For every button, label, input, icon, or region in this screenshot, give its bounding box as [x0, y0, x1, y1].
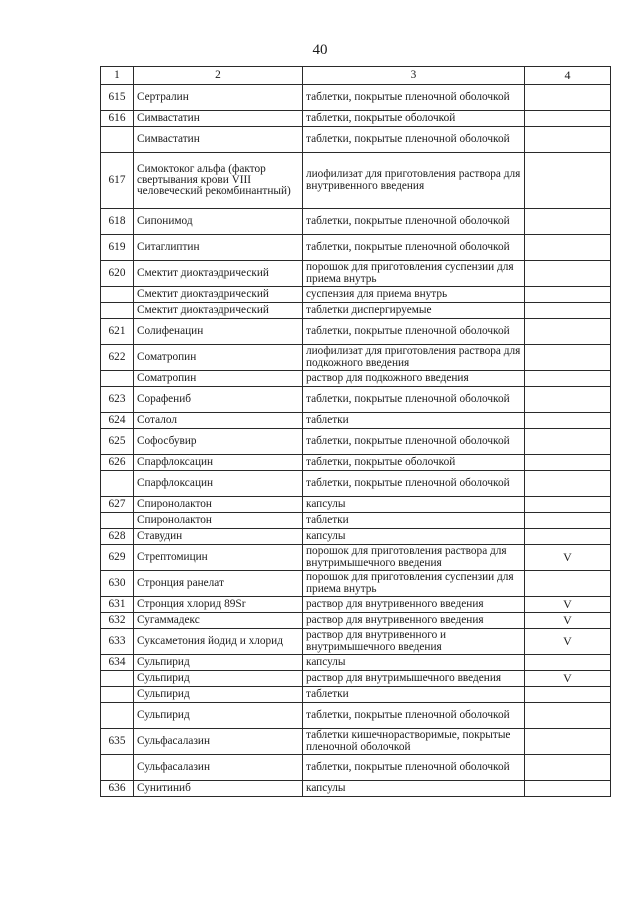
mark-cell — [525, 687, 611, 703]
dosage-form: капсулы — [303, 529, 525, 545]
dosage-form: таблетки, покрытые пленочной оболочкой — [303, 429, 525, 455]
row-number — [101, 687, 134, 703]
row-number — [101, 303, 134, 319]
dosage-form: таблетки кишечнорастворимые, покрытые пленочной оболочкой — [303, 729, 525, 755]
dosage-form: таблетки, покрытые пленочной оболочкой — [303, 209, 525, 235]
dosage-form: раствор для внутривенного и внутримышечного введения — [303, 629, 525, 655]
mark-cell — [525, 209, 611, 235]
row-number: 623 — [101, 387, 134, 413]
table-row — [101, 429, 611, 455]
mark-cell: V — [525, 545, 611, 571]
mark-cell — [525, 571, 611, 597]
table-row — [101, 127, 611, 153]
mark-cell — [525, 529, 611, 545]
row-number: 629 — [101, 545, 134, 571]
table-row — [101, 613, 611, 629]
row-number: 615 — [101, 85, 134, 111]
drug-name: Соматропин — [134, 345, 303, 371]
dosage-form: капсулы — [303, 497, 525, 513]
drug-name: Солифенацин — [134, 319, 303, 345]
mark-cell: V — [525, 629, 611, 655]
dosage-form: суспензия для приема внутрь — [303, 287, 525, 303]
mark-cell — [525, 111, 611, 127]
dosage-form: раствор для внутривенного введения — [303, 613, 525, 629]
table-row — [101, 235, 611, 261]
drug-name: Соматропин — [134, 371, 303, 387]
drug-name: Смектит диоктаэдрический — [134, 303, 303, 319]
row-number: 635 — [101, 729, 134, 755]
dosage-form: таблетки — [303, 413, 525, 429]
drug-name: Симвастатин — [134, 111, 303, 127]
mark-cell — [525, 781, 611, 797]
table-row — [101, 303, 611, 319]
table-row — [101, 781, 611, 797]
row-number — [101, 471, 134, 497]
drug-name: Симоктоког альфа (фактор свертывания крови VIII человеческий рекомбинантный) — [134, 153, 303, 209]
mark-cell — [525, 371, 611, 387]
row-number: 631 — [101, 597, 134, 613]
dosage-form: таблетки, покрытые пленочной оболочкой — [303, 755, 525, 781]
row-number: 628 — [101, 529, 134, 545]
table-row — [101, 687, 611, 703]
drug-name: Сипонимод — [134, 209, 303, 235]
drug-name: Сульпирид — [134, 671, 303, 687]
row-number: 625 — [101, 429, 134, 455]
table-row — [101, 413, 611, 429]
drug-name: Спиронолактон — [134, 497, 303, 513]
mark-cell — [525, 261, 611, 287]
mark-cell — [525, 85, 611, 111]
header-col-1: 1 — [101, 67, 134, 85]
drug-name: Сульпирид — [134, 655, 303, 671]
drug-name: Смектит диоктаэдрический — [134, 261, 303, 287]
drug-name: Соталол — [134, 413, 303, 429]
dosage-form: таблетки диспергируемые — [303, 303, 525, 319]
row-number: 636 — [101, 781, 134, 797]
mark-cell — [525, 471, 611, 497]
dosage-form: капсулы — [303, 781, 525, 797]
dosage-form: таблетки, покрытые пленочной оболочкой — [303, 127, 525, 153]
table-row — [101, 387, 611, 413]
mark-cell — [525, 755, 611, 781]
table-row — [101, 597, 611, 613]
drug-name: Ситаглиптин — [134, 235, 303, 261]
table-row — [101, 703, 611, 729]
mark-cell — [525, 703, 611, 729]
table-row — [101, 209, 611, 235]
dosage-form: таблетки — [303, 687, 525, 703]
table-row — [101, 513, 611, 529]
drug-name: Стронция ранелат — [134, 571, 303, 597]
drug-name: Сульпирид — [134, 703, 303, 729]
dosage-form: порошок для приготовления суспензии для приема внутрь — [303, 571, 525, 597]
mark-cell — [525, 127, 611, 153]
dosage-form: раствор для внутривенного введения — [303, 597, 525, 613]
mark-cell — [525, 729, 611, 755]
row-number: 626 — [101, 455, 134, 471]
page-number: 40 — [312, 42, 328, 58]
drug-name: Сульфасалазин — [134, 755, 303, 781]
mark-cell — [525, 455, 611, 471]
table-row — [101, 471, 611, 497]
drug-name: Спарфлоксацин — [134, 471, 303, 497]
table-row — [101, 497, 611, 513]
dosage-form: лиофилизат для приготовления раствора для внутривенного введения — [303, 153, 525, 209]
table-row — [101, 371, 611, 387]
drug-name: Сугаммадекс — [134, 613, 303, 629]
table-row — [101, 85, 611, 111]
dosage-form: лиофилизат для приготовления раствора для подкожного введения — [303, 345, 525, 371]
drug-name: Сульфасалазин — [134, 729, 303, 755]
mark-cell: V — [525, 613, 611, 629]
row-number: 621 — [101, 319, 134, 345]
dosage-form: порошок для приготовления раствора для внутримышечного введения — [303, 545, 525, 571]
row-number: 632 — [101, 613, 134, 629]
mark-cell: V — [525, 597, 611, 613]
mark-cell — [525, 303, 611, 319]
row-number — [101, 127, 134, 153]
table-row — [101, 153, 611, 209]
dosage-form: таблетки, покрытые пленочной оболочкой — [303, 387, 525, 413]
drug-name: Смектит диоктаэдрический — [134, 287, 303, 303]
drug-name: Сертралин — [134, 85, 303, 111]
mark-cell — [525, 319, 611, 345]
dosage-form: таблетки, покрытые пленочной оболочкой — [303, 235, 525, 261]
mark-cell — [525, 413, 611, 429]
drug-name: Сунитиниб — [134, 781, 303, 797]
row-number: 634 — [101, 655, 134, 671]
table-row — [101, 655, 611, 671]
table-row — [101, 671, 611, 687]
drug-name: Софосбувир — [134, 429, 303, 455]
mark-cell — [525, 429, 611, 455]
dosage-form: таблетки, покрытые пленочной оболочкой — [303, 85, 525, 111]
table-row — [101, 455, 611, 471]
table-row — [101, 529, 611, 545]
mark-cell — [525, 235, 611, 261]
dosage-form: капсулы — [303, 655, 525, 671]
drug-name: Спарфлоксацин — [134, 455, 303, 471]
drug-name: Сорафениб — [134, 387, 303, 413]
mark-cell — [525, 153, 611, 209]
row-number — [101, 371, 134, 387]
table-body — [101, 67, 611, 797]
table-row — [101, 261, 611, 287]
drug-name: Симвастатин — [134, 127, 303, 153]
dosage-form: раствор для внутримышечного введения — [303, 671, 525, 687]
dosage-form: таблетки, покрытые оболочкой — [303, 455, 525, 471]
row-number: 624 — [101, 413, 134, 429]
table-row — [101, 319, 611, 345]
row-number — [101, 287, 134, 303]
row-number: 627 — [101, 497, 134, 513]
row-number: 633 — [101, 629, 134, 655]
row-number: 619 — [101, 235, 134, 261]
table-row — [101, 629, 611, 655]
row-number: 630 — [101, 571, 134, 597]
row-number: 617 — [101, 153, 134, 209]
table-row — [101, 287, 611, 303]
row-number — [101, 671, 134, 687]
row-number: 622 — [101, 345, 134, 371]
dosage-form: таблетки, покрытые оболочкой — [303, 111, 525, 127]
drug-name: Суксаметония йодид и хлорид — [134, 629, 303, 655]
mark-cell — [525, 497, 611, 513]
mark-cell — [525, 287, 611, 303]
header-col-4: 4 — [525, 67, 611, 85]
table-header-row — [101, 67, 611, 85]
drug-name: Ставудин — [134, 529, 303, 545]
row-number: 616 — [101, 111, 134, 127]
table-row — [101, 755, 611, 781]
drug-name: Сульпирид — [134, 687, 303, 703]
row-number — [101, 755, 134, 781]
dosage-form: порошок для приготовления суспензии для приема внутрь — [303, 261, 525, 287]
row-number — [101, 513, 134, 529]
drug-name: Спиронолактон — [134, 513, 303, 529]
mark-cell: V — [525, 671, 611, 687]
mark-cell — [525, 387, 611, 413]
drug-table — [100, 66, 611, 797]
dosage-form: таблетки, покрытые пленочной оболочкой — [303, 703, 525, 729]
mark-cell — [525, 345, 611, 371]
row-number: 618 — [101, 209, 134, 235]
row-number — [101, 703, 134, 729]
dosage-form: таблетки — [303, 513, 525, 529]
drug-name: Стрептомицин — [134, 545, 303, 571]
header-col-2: 2 — [134, 67, 303, 85]
table-row — [101, 571, 611, 597]
table-row — [101, 545, 611, 571]
dosage-form: таблетки, покрытые пленочной оболочкой — [303, 319, 525, 345]
dosage-form: раствор для подкожного введения — [303, 371, 525, 387]
table-row — [101, 729, 611, 755]
header-col-3: 3 — [303, 67, 525, 85]
row-number: 620 — [101, 261, 134, 287]
table-row — [101, 345, 611, 371]
mark-cell — [525, 655, 611, 671]
mark-cell — [525, 513, 611, 529]
drug-name: Стронция хлорид 89Sr — [134, 597, 303, 613]
table-row — [101, 111, 611, 127]
dosage-form: таблетки, покрытые пленочной оболочкой — [303, 471, 525, 497]
